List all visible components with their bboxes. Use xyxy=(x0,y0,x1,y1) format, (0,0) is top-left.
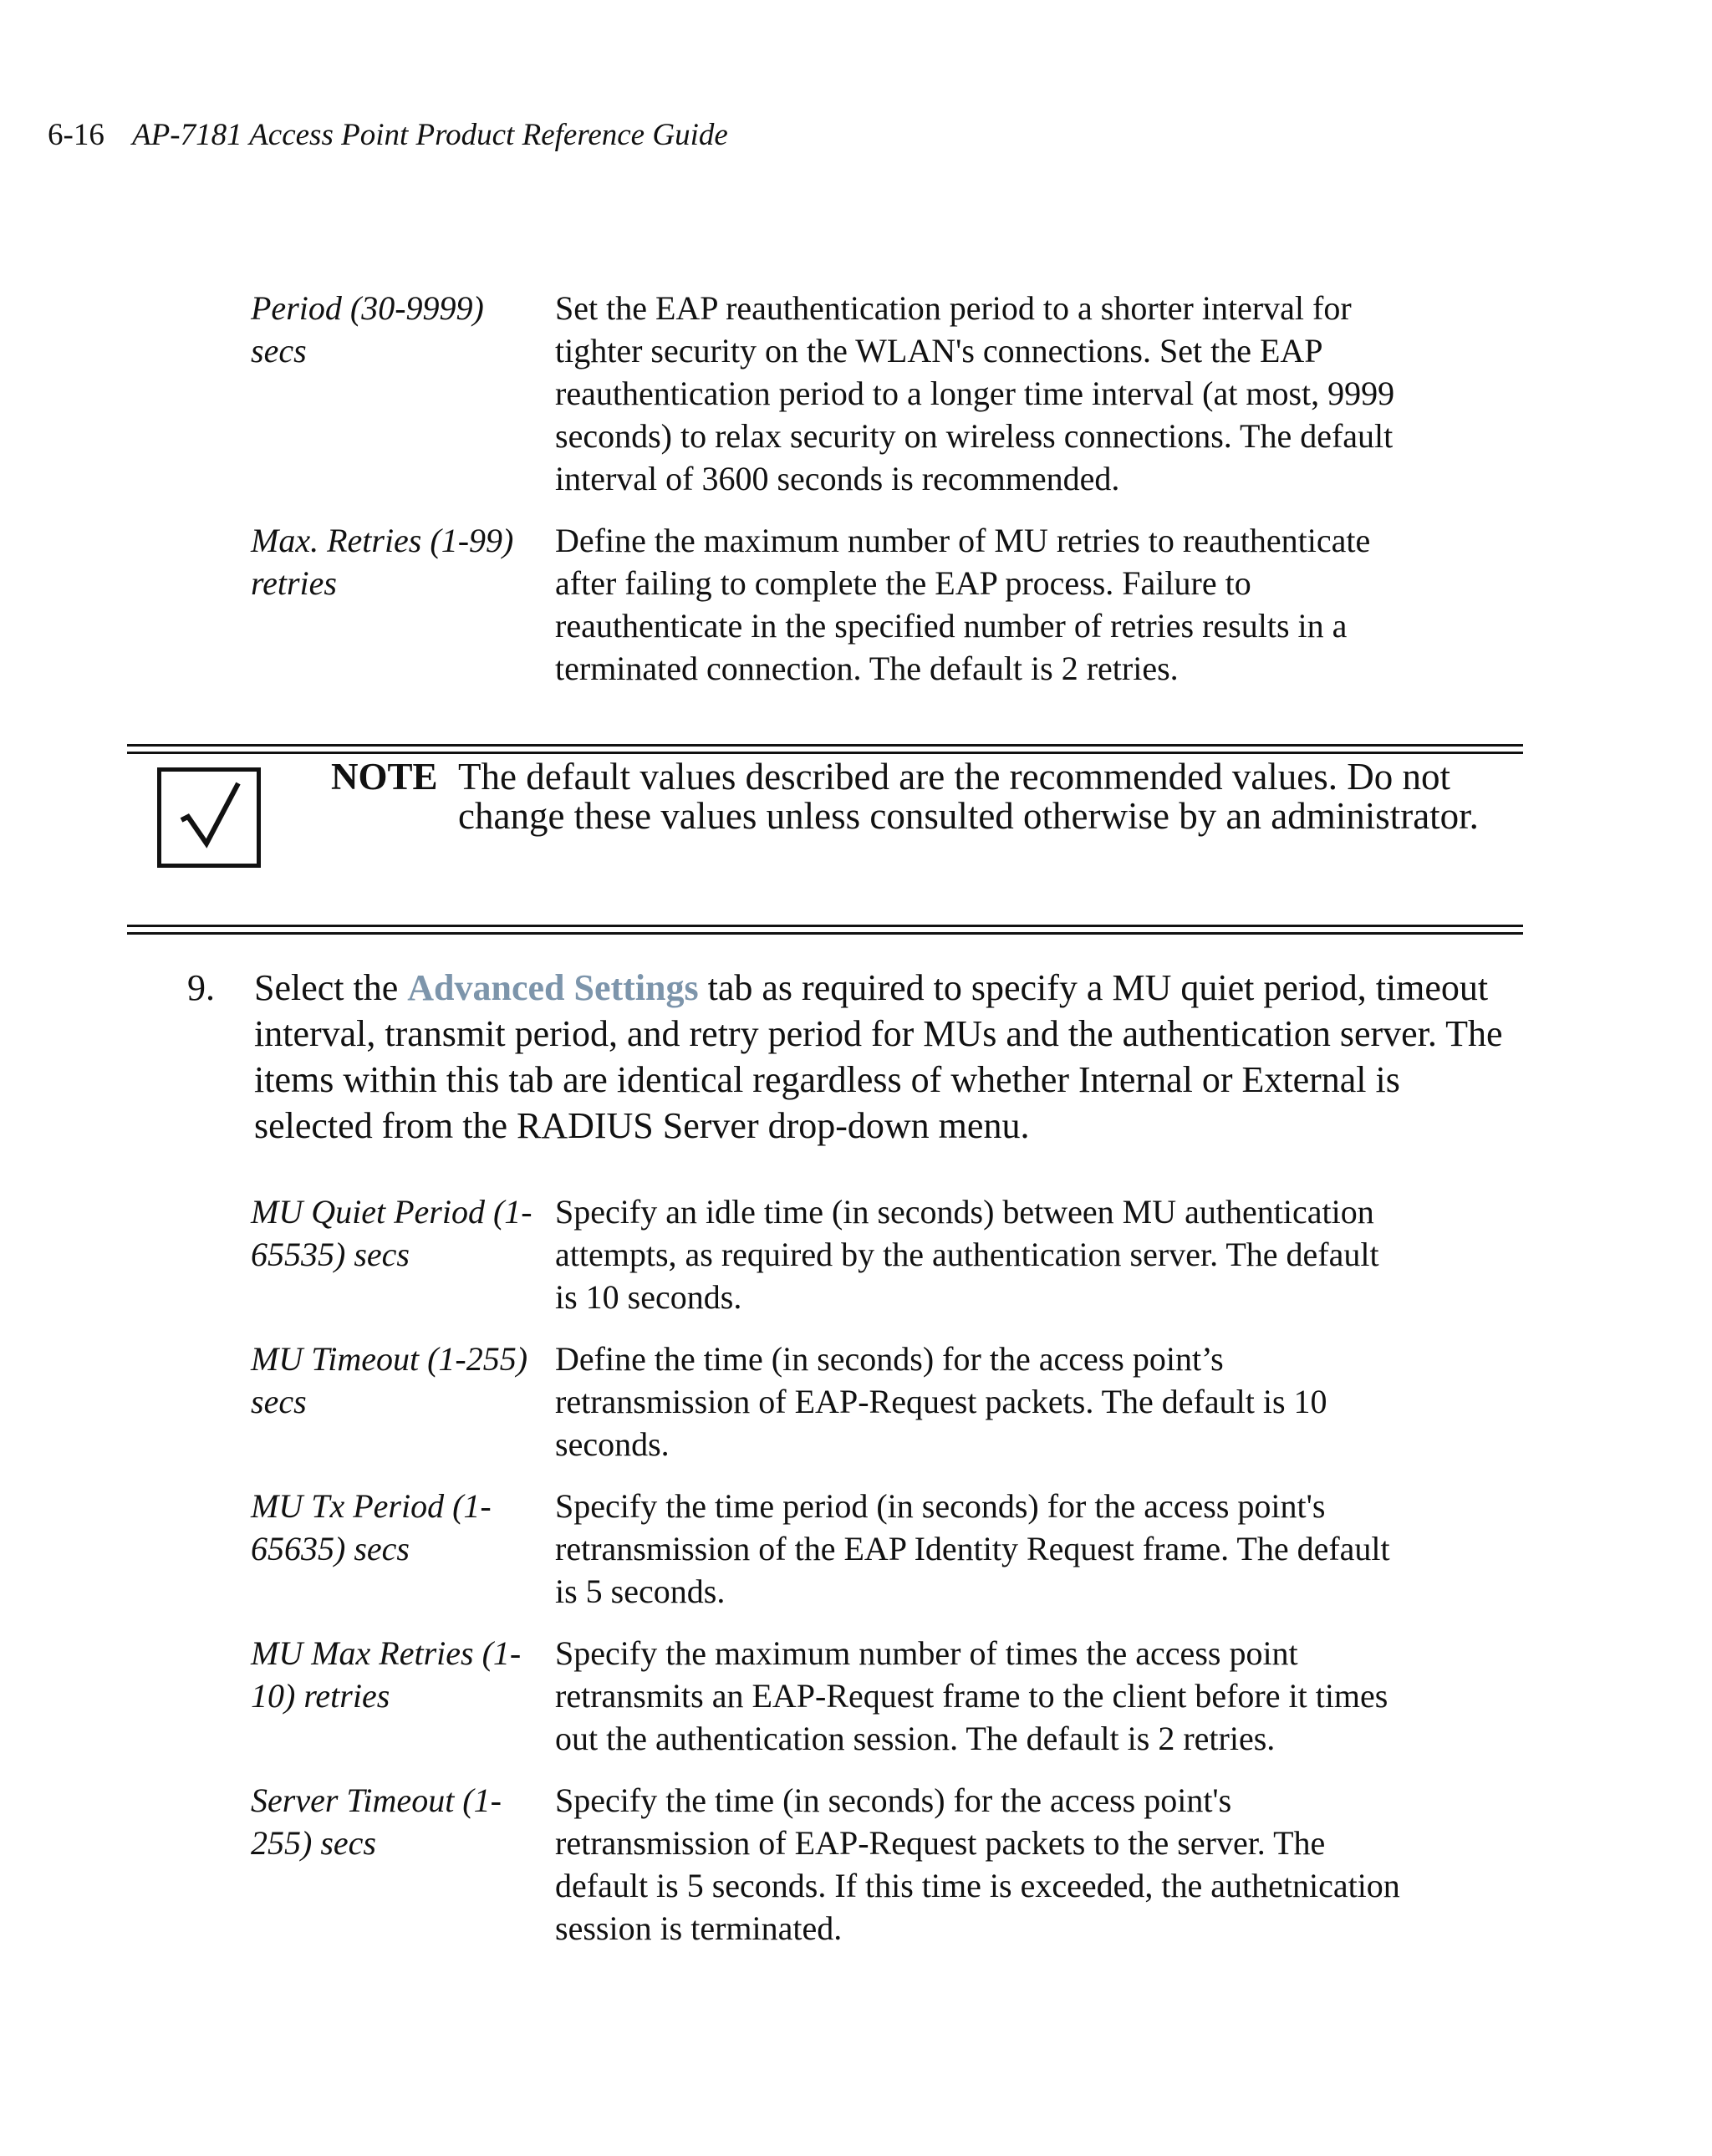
step-text-after: tab as required to specify a MU quiet period, timeout interval, transmit period, and retry period for MUs and the authentication server. The items within this tab are identical regardless of whether Internal or External is selected from the RADIUS Server drop-down menu. xyxy=(254,967,1503,1146)
param-term: Max. Retries (1-99) retries xyxy=(251,522,514,602)
param-description: Specify the time period (in seconds) for the access point's retransmission of the EAP Identity Request frame. The default is 5 seconds. xyxy=(555,1487,1390,1610)
note-top-rule-inner xyxy=(127,752,1523,754)
param-row-server-timeout xyxy=(251,1779,1421,1950)
note-bottom-rule xyxy=(127,925,1523,927)
step-text xyxy=(254,965,1525,1149)
step-number: 9. xyxy=(187,967,215,1008)
param-term: MU Max Retries (1-10) retries xyxy=(251,1634,522,1715)
param-row-period xyxy=(251,287,1421,500)
step-9 xyxy=(187,965,1525,1149)
param-row-max-retries xyxy=(251,519,1421,690)
param-table-top xyxy=(251,287,1421,690)
param-row-mu-max-retries xyxy=(251,1632,1421,1760)
param-term: MU Quiet Period (1-65535) secs xyxy=(251,1193,532,1273)
param-row-mu-quiet-period xyxy=(251,1190,1421,1318)
page-number: 6-16 xyxy=(48,118,104,152)
note-label: NOTE xyxy=(331,756,438,798)
step-text-before: Select the xyxy=(254,967,408,1008)
checkmark-icon xyxy=(157,767,261,868)
param-term: MU Tx Period (1-65635) secs xyxy=(251,1487,492,1567)
param-term: MU Timeout (1-255) secs xyxy=(251,1340,528,1420)
param-description: Specify the time (in seconds) for the access point's retransmission of EAP-Request packets to the server. The default is 5 seconds. If this time is exceeded, the authetnication session is terminated. xyxy=(555,1781,1400,1947)
param-description: Specify the maximum number of times the access point retransmits an EAP-Request frame to the client before it times out the authentication session. The default is 2 retries. xyxy=(555,1634,1388,1757)
advanced-settings-link[interactable]: Advanced Settings xyxy=(407,967,699,1008)
param-row-mu-timeout xyxy=(251,1338,1421,1465)
note-bottom-rule-inner xyxy=(127,932,1523,935)
note-text: The default values described are the recommended values. Do not change these values unless consulted otherwise by an administrator. xyxy=(458,756,1479,837)
param-description: Set the EAP reauthentication period to a shorter interval for tighter security on the WLAN's connections. Set the EAP reauthentication period to a longer time interval (at most, 9999 seconds) to relax security on wireless connections. The default interval of 3600 seconds is recommended. xyxy=(555,289,1395,497)
param-table-bottom xyxy=(251,1190,1421,1950)
guide-title: AP-7181 Access Point Product Reference Guide xyxy=(132,118,728,152)
page-header xyxy=(48,117,728,153)
param-description: Specify an idle time (in seconds) between MU authentication attempts, as required by the authentication server. The default is 10 seconds. xyxy=(555,1193,1379,1316)
param-term: Server Timeout (1-255) secs xyxy=(251,1781,502,1862)
param-row-mu-tx-period xyxy=(251,1485,1421,1613)
note-top-rule xyxy=(127,744,1523,747)
param-description: Define the time (in seconds) for the access point’s retransmission of EAP-Request packets. The default is 10 seconds. xyxy=(555,1340,1327,1463)
param-term: Period (30-9999) secs xyxy=(251,289,484,370)
param-description: Define the maximum number of MU retries to reauthenticate after failing to complete the EAP process. Failure to reauthenticate in the specified number of retries results in a terminated connection. The default is 2 retries. xyxy=(555,522,1371,687)
